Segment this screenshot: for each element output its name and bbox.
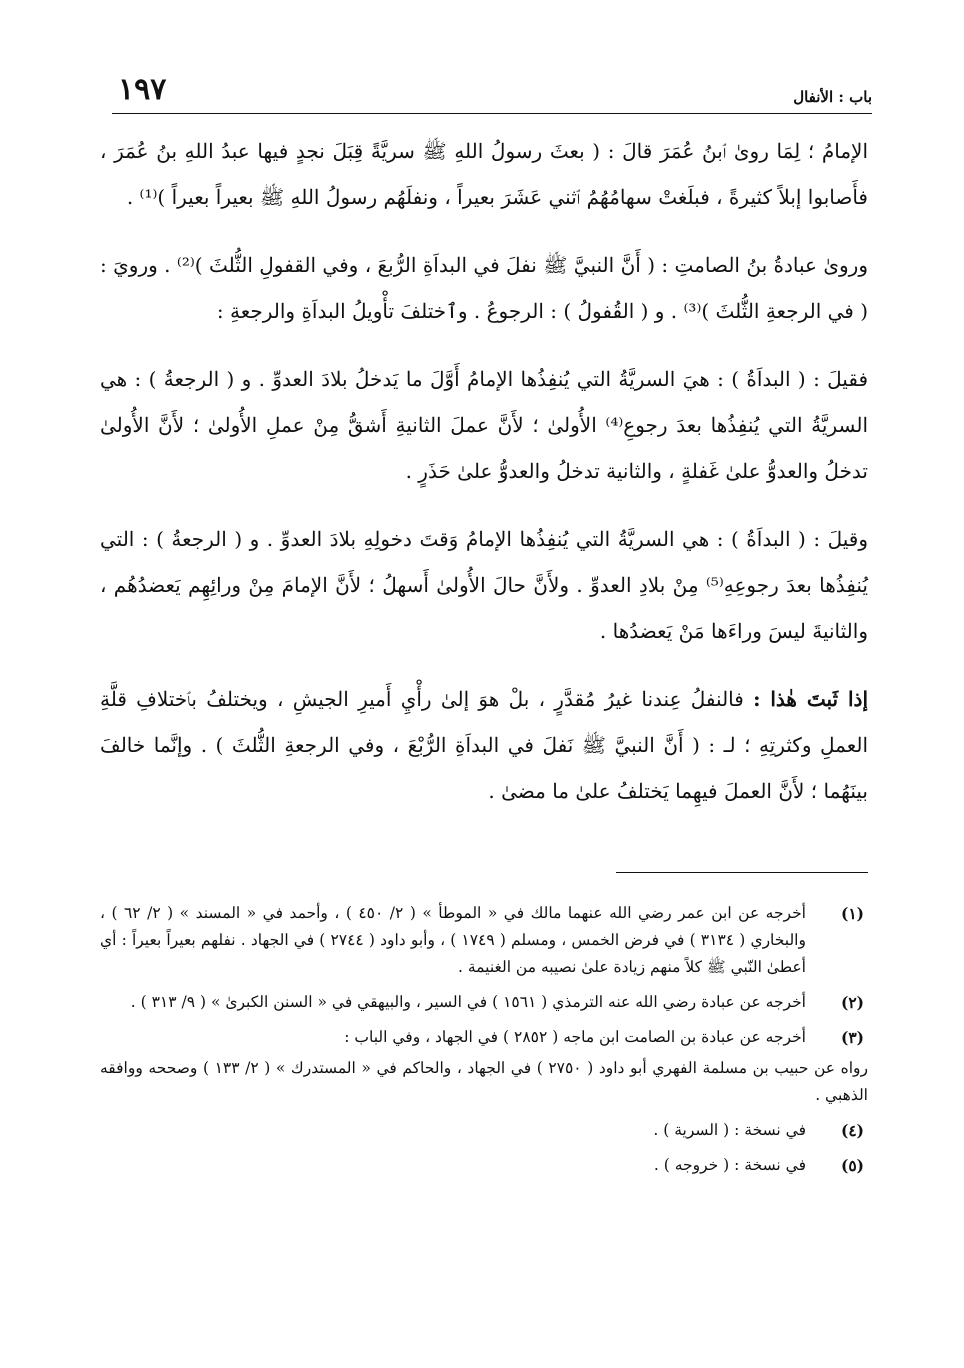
paragraph-text: الإمامُ ؛ لِمَا روىٰ ٱبنُ عُمَرَ قالَ : ( بعثَ رسولُ اللهِ ﷺ سريَّةً قِبَلَ نجدٍ فيها عبدُ اللهِ بنُ عُمَرَ ، فأَصابوا إبلاً كثيرةً ، فبلَغتْ سهامُهُمُ ٱثني عَشَرَ بعيراً ، ونفلَهُم رسولُ اللهِ ﷺ بعيراً بعيراً )⁽¹⁾ . <box>100 139 868 209</box>
footnote-text: في نسخة : ( خروجه ) . <box>653 1156 806 1174</box>
paragraph-text: وقيلَ : ( البداَةُ ) : هي السريَّةُ التي يُنفِذُها الإمامُ وَقتَ دخولِهِ بلادَ العدوِّ . و ( الرجعةُ ) : التي يُنفِذُها بعدَ رجوعِهِ⁽⁵⁾ مِنْ بلادِ العدوِّ . ولأَنَّ حالَ الأُولىٰ أَسهلُ ؛ لأَنَّ الإمامَ مِنْ ورائِهِم يَعضدُهُم ، والثانيةَ ليسَ وراءَها مَنْ يَعضدُها . <box>100 527 868 643</box>
footnote-number: (٥) <box>840 1156 864 1175</box>
footnote-number: (٣) <box>840 1028 864 1047</box>
paragraph-5 <box>100 676 868 814</box>
paragraph-text: فالنفلُ عِندنا غيرُ مُقدَّرٍ ، بلْ هوَ إلىٰ رأْيِ أَميرِ الجيشِ ، ويختلفُ بٱختلافِ قلَّةِ العملِ وكثرتِهِ ؛ لـ : ( أَنَّ النبيَّ ﷺ نَفلَ في البداَةِ الرُّبْعَ ، وفي الرجعةِ الثُّلثَ ) . وإنَّما خالفَ بينَهُما ؛ لأَنَّ العملَ فيهِما يَختلفُ علىٰ ما مضىٰ . <box>100 687 869 803</box>
footnote-1 <box>100 900 868 981</box>
main-text <box>100 128 868 836</box>
footnote-separator <box>616 872 868 873</box>
footnote-3 <box>100 1024 868 1109</box>
page-header <box>112 72 872 114</box>
paragraph-2 <box>100 242 868 334</box>
footnote-number: (١) <box>840 904 864 923</box>
footnote-number: (٤) <box>840 1121 864 1140</box>
paragraph-3 <box>100 356 868 494</box>
footnote-number: (٢) <box>840 993 864 1012</box>
footnote-text: أخرجه عن ابن عمر رضي الله عنهما مالك في « الموطأ » ( ٢/ ٤٥٠ ) ، وأحمد في « المسند » ( ٢/ ٦٢ ) ، والبخاري ( ٣١٣٤ ) في فرض الخمس ، ومسلم ( ١٧٤٩ ) ، وأبو داود ( ٢٧٤٤ ) في الجهاد . نفلهم بعيراً بعيراً : أي أعطىٰ النّبي ﷺ كلاً منهم زيادة علىٰ نصيبه من الغنيمة . <box>100 904 806 976</box>
chapter-title: باب : الأنفال <box>793 88 872 106</box>
footnote-text: أخرجه عن عبادة بن الصامت ابن ماجه ( ٢٨٥٢ ) في الجهاد ، وفي الباب : <box>344 1028 806 1046</box>
footnotes <box>100 900 868 1187</box>
paragraph-text: فقيلَ : ( البداَةُ ) : هيَ السريَّةُ التي يُنفِذُها الإمامُ أَوَّلَ ما يَدخلُ بلادَ العدوِّ . و ( الرجعةُ ) : هي السريَّةُ التي يُنفِذُها بعدَ رجوعِ⁽⁴⁾ الأُولىٰ ؛ لأَنَّ عملَ الثانيةِ أَشقُّ مِنْ عملِ الأُولىٰ ؛ لأَنَّ الأُولىٰ تدخلُ والعدوُّ علىٰ غَفلةٍ ، والثانية تدخلُ والعدوُّ علىٰ حَذَرٍ . <box>100 367 868 483</box>
footnote-2 <box>100 989 868 1016</box>
footnote-text: أخرجه عن عبادة رضي الله عنه الترمذي ( ١٥٦١ ) في السير ، والبيهقي في « السنن الكبرىٰ » ( ٩/ ٣١٣ ) . <box>130 993 806 1011</box>
paragraph-1 <box>100 128 868 220</box>
paragraph-lead: إذا ثَبتَ هٰذا : <box>753 687 868 711</box>
paragraph-text: وروىٰ عبادةُ بنُ الصامتِ : ( أَنَّ النبيَّ ﷺ نفلَ في البداَةِ الرُّبعَ ، وفي القفولِ الثُّلثَ )⁽²⁾ . ورويَ : ( في الرجعةِ الثُّلثَ )⁽³⁾ . و ( القُفولُ ) : الرجوعُ . وٱختلفَ تأْويلُ البداَةِ والرجعةِ : <box>100 253 868 323</box>
footnote-5 <box>100 1152 868 1179</box>
header-rule <box>112 113 872 114</box>
footnote-4 <box>100 1117 868 1144</box>
footnote-continuation: رواه عن حبيب بن مسلمة الفهري أبو داود ( ٢٧٥٠ ) في الجهاد ، والحاكم في « المستدرك » ( ٢/ ١٣٣ ) وصححه ووافقه الذهبي . <box>100 1059 868 1104</box>
paragraph-4 <box>100 516 868 654</box>
page-number: ١٩٧ <box>118 72 167 107</box>
footnote-text: في نسخة : ( السرية ) . <box>653 1121 806 1139</box>
